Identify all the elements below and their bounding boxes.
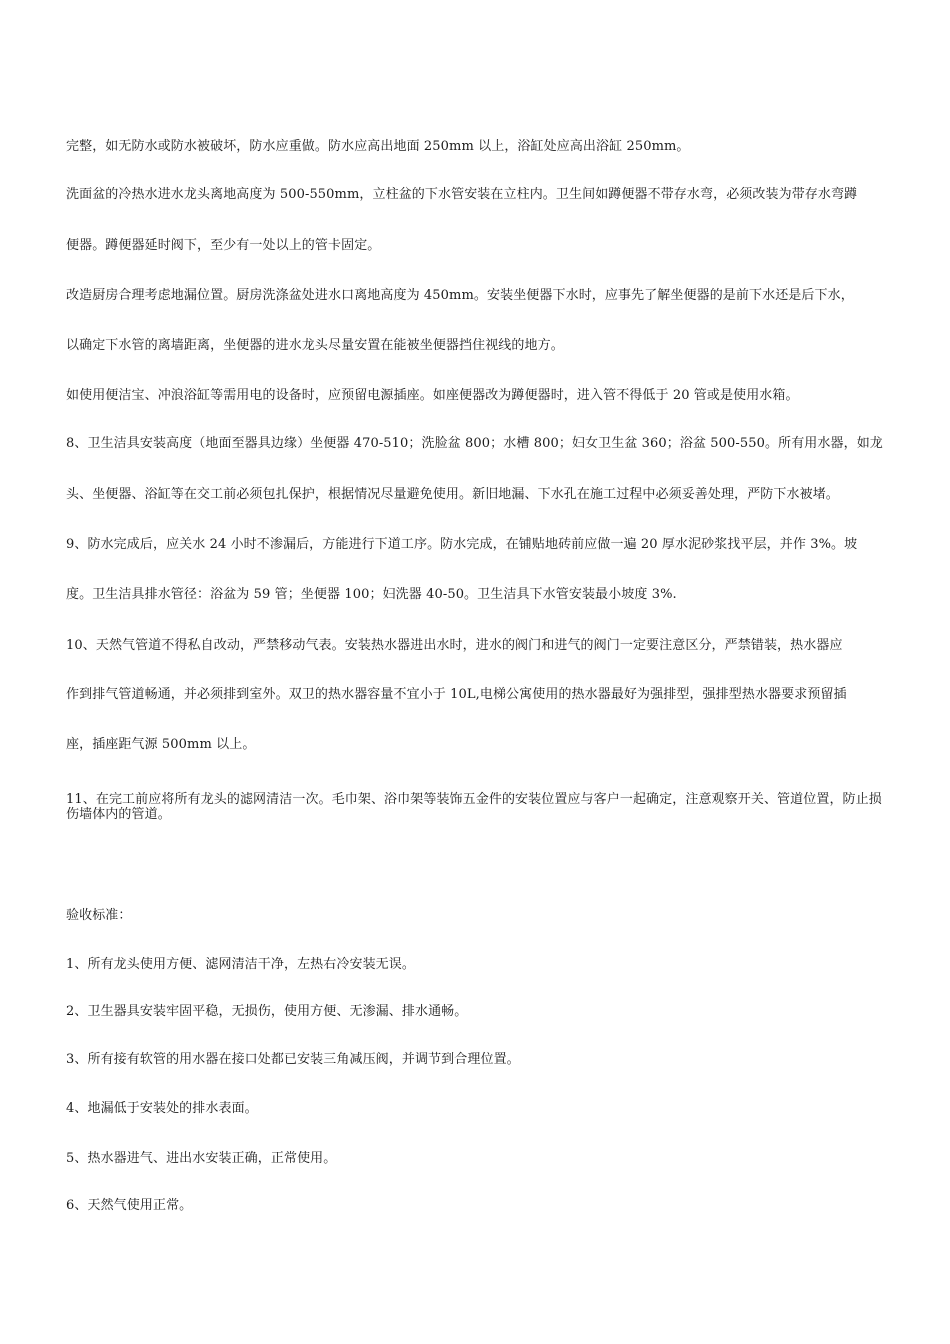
paragraph-line: 头、坐便器、浴缸等在交工前必须包扎保护，根据情况尽量避免使用。新旧地漏、下水孔在施工过程中必须妥善处理，严防下水被堵。 <box>66 487 839 502</box>
section-heading: 验收标准： <box>66 908 132 923</box>
paragraph-line: 作到排气管道畅通，并必须排到室外。双卫的热水器容量不宜小于 10L,电梯公寓使用的热水器最好为强排型，强排型热水器要求预留插 <box>66 687 847 702</box>
paragraph-line: 9、防水完成后，应关水 24 小时不渗漏后，方能进行下道工序。防水完成，在铺贴地砖前应做一遍 20 厚水泥砂浆找平层，并作 3%。坡 <box>66 537 858 552</box>
paragraph-line: 完整，如无防水或防水被破坏，防水应重做。防水应高出地面 250mm 以上，浴缸处应高出浴缸 250mm。 <box>66 139 690 154</box>
paragraph-line: 8、卫生洁具安装高度（地面至器具边缘）坐便器 470-510；洗脸盆 800；水槽 800；妇女卫生盆 360；浴盆 500-550。所有用水器，如龙 <box>66 436 883 451</box>
acceptance-item: 4、地漏低于安装处的排水表面。 <box>66 1101 258 1116</box>
paragraph-line: 座，插座距气源 500mm 以上。 <box>66 737 256 752</box>
acceptance-item: 5、热水器进气、进出水安装正确，正常使用。 <box>66 1151 337 1166</box>
paragraph-line: 便器。蹲便器延时阀下，至少有一处以上的管卡固定。 <box>66 238 381 253</box>
paragraph-line: 改造厨房合理考虑地漏位置。厨房洗涤盆处进水口离地高度为 450mm。安装坐便器下水时，应事先了解坐便器的是前下水还是后下水， <box>66 288 854 303</box>
acceptance-item: 6、天然气使用正常。 <box>66 1198 193 1213</box>
paragraph-line: 11、在完工前应将所有龙头的滤网清洁一次。毛巾架、浴巾架等装饰五金件的安装位置应与客户一起确定，注意观察开关、管道位置，防止损伤墙体内的管道。 <box>66 792 882 822</box>
acceptance-item: 3、所有接有软管的用水器在接口处都已安装三角减压阀，并调节到合理位置。 <box>66 1052 520 1067</box>
acceptance-item: 2、卫生器具安装牢固平稳，无损伤，使用方便、无渗漏、排水通畅。 <box>66 1004 468 1019</box>
acceptance-item: 1、所有龙头使用方便、滤网清洁干净，左热右冷安装无误。 <box>66 957 415 972</box>
paragraph-line: 度。卫生洁具排水管径：浴盆为 59 管；坐便器 100；妇洗器 40-50。卫生洁具下水管安装最小坡度 3%. <box>66 587 677 602</box>
paragraph-line: 10、天然气管道不得私自改动，严禁移动气表。安装热水器进出水时，进水的阀门和进气的阀门一定要注意区分，严禁错装，热水器应 <box>66 638 843 653</box>
paragraph-line: 如使用便洁宝、冲浪浴缸等需用电的设备时，应预留电源插座。如座便器改为蹲便器时，进入管不得低于 20 管或是使用水箱。 <box>66 388 799 403</box>
paragraph-line: 洗面盆的冷热水进水龙头离地高度为 500-550mm，立柱盆的下水管安装在立柱内。卫生间如蹲便器不带存水弯，必须改装为带存水弯蹲 <box>66 187 858 202</box>
paragraph-line: 以确定下水管的离墙距离，坐便器的进水龙头尽量安置在能被坐便器挡住视线的地方。 <box>66 338 564 353</box>
